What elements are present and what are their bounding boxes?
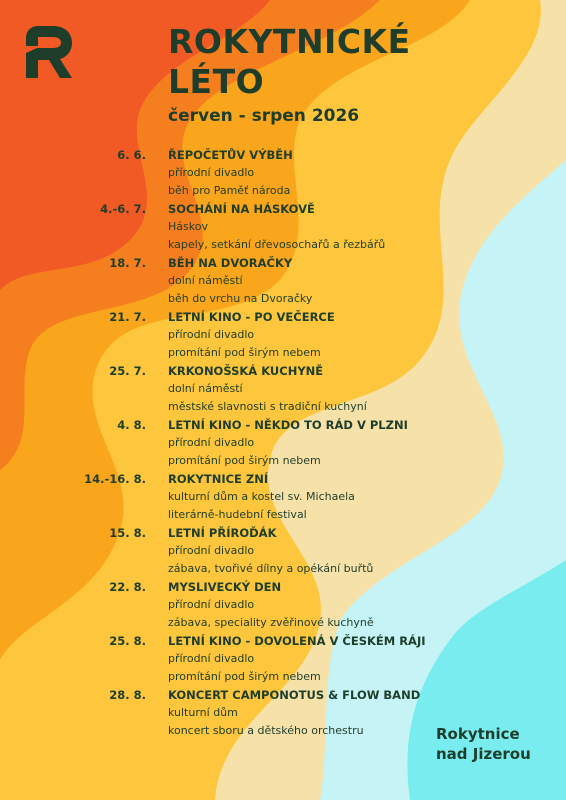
event-place: přírodní divadlo: [168, 328, 255, 341]
event-date: 21. 7.: [109, 310, 146, 324]
event-item: [0, 362, 566, 416]
season-subtitle: červen - srpen 2026: [168, 106, 360, 126]
event-item: [0, 524, 566, 578]
r-letter-logo: [24, 24, 74, 80]
event-place: přírodní divadlo: [168, 544, 255, 557]
event-title: KRKONOŠSKÁ KUCHYNĚ: [168, 364, 324, 378]
event-title: LETNÍ KINO - NĚKDO TO RÁD V PLZNI: [168, 418, 408, 432]
event-description: běh do vrchu na Dvoračky: [168, 292, 313, 305]
event-description: promítání pod širým nebem: [168, 670, 321, 683]
event-date: 4. 8.: [117, 418, 146, 432]
event-description: promítání pod širým nebem: [168, 454, 321, 467]
event-place: kulturní dům a kostel sv. Michaela: [168, 490, 355, 503]
event-date: 28. 8.: [109, 688, 146, 702]
event-list: [0, 146, 566, 740]
event-description: literárně-hudební festival: [168, 508, 307, 521]
event-description: promítání pod širým nebem: [168, 346, 321, 359]
title-line-1: ROKYTNICKÉ: [168, 22, 411, 61]
event-item: [0, 578, 566, 632]
title-line-2: LÉTO: [168, 62, 265, 101]
event-description: kapely, setkání dřevosochařů a řezbářů: [168, 238, 386, 251]
event-item: [0, 632, 566, 686]
event-date: 14.-16. 8.: [84, 472, 146, 486]
event-item: [0, 254, 566, 308]
event-item: [0, 416, 566, 470]
event-place: přírodní divadlo: [168, 166, 255, 179]
event-description: zábava, speciality zvěřinové kuchyně: [168, 616, 374, 629]
event-date: 25. 7.: [109, 364, 146, 378]
event-title: ŘEPOČETŮV VÝBĚH: [168, 148, 293, 162]
event-title: SOCHÁNÍ NA HÁSKOVĚ: [168, 202, 315, 216]
event-place: dolní náměstí: [168, 382, 243, 395]
event-item: [0, 146, 566, 200]
event-title: LETNÍ KINO - DOVOLENÁ V ČESKÉM RÁJI: [168, 634, 426, 648]
event-date: 25. 8.: [109, 634, 146, 648]
event-place: Háskov: [168, 220, 208, 233]
event-date: 6. 6.: [117, 148, 146, 162]
event-place: přírodní divadlo: [168, 436, 255, 449]
event-description: zábava, tvořivé dílny a opékání buřtů: [168, 562, 374, 575]
town-name: [436, 724, 531, 764]
event-title: MYSLIVECKÝ DEN: [168, 580, 282, 594]
event-date: 15. 8.: [109, 526, 146, 540]
event-title: ROKYTNICE ZNÍ: [168, 472, 269, 486]
event-date: 18. 7.: [109, 256, 146, 270]
event-title: BĚH NA DVORAČKY: [168, 256, 293, 270]
town-line-2: nad Jizerou: [436, 745, 531, 763]
event-description: městské slavnosti s tradiční kuchyní: [168, 400, 367, 413]
event-item: [0, 470, 566, 524]
event-place: přírodní divadlo: [168, 598, 255, 611]
logo-shape: [26, 26, 72, 78]
event-place: kulturní dům: [168, 706, 238, 719]
event-date: 22. 8.: [109, 580, 146, 594]
event-item: [0, 200, 566, 254]
event-title: KONCERT CAMPONOTUS & FLOW BAND: [168, 688, 421, 702]
event-description: běh pro Paměť národa: [168, 184, 291, 197]
event-place: přírodní divadlo: [168, 652, 255, 665]
event-place: dolní náměstí: [168, 274, 243, 287]
page-title: [168, 22, 411, 102]
event-title: LETNÍ KINO - PO VEČERCE: [168, 310, 335, 324]
event-item: [0, 308, 566, 362]
event-title: LETNÍ PŘÍROĎÁK: [168, 526, 277, 540]
event-description: koncert sboru a dětského orchestru: [168, 724, 364, 737]
town-line-1: Rokytnice: [436, 725, 520, 743]
event-date: 4.-6. 7.: [100, 202, 146, 216]
